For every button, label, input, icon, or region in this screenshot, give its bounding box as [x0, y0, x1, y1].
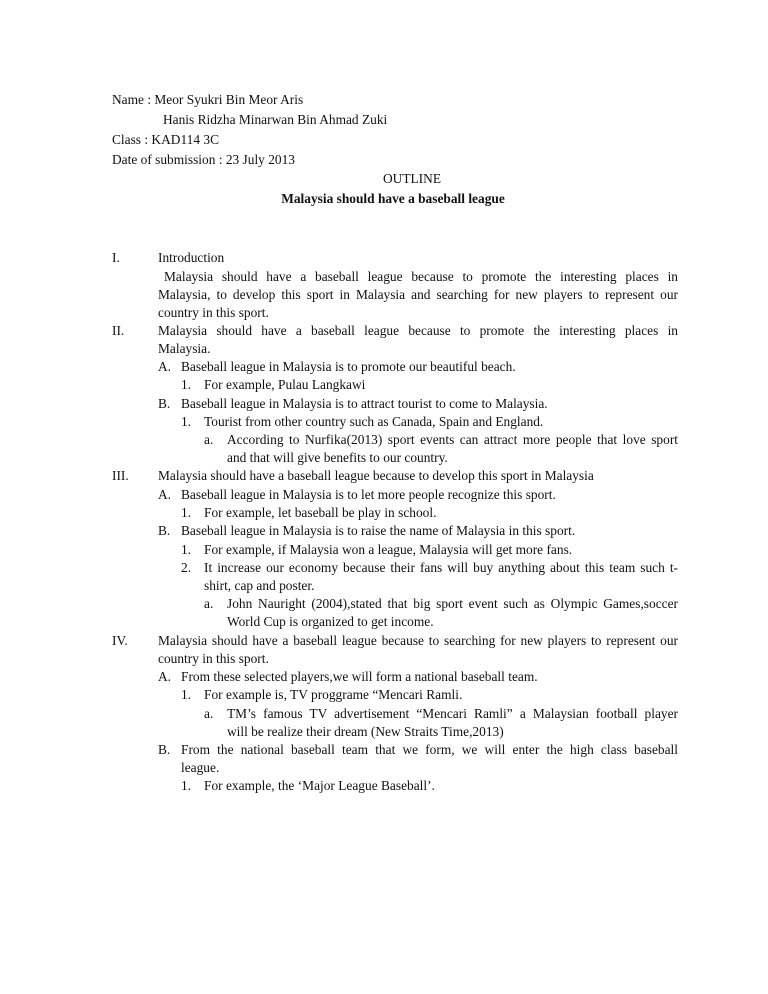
section-heading: Malaysia.	[158, 341, 211, 356]
subsub-text: TM’s famous TV advertisement “Mencari Ramli” a Malaysian football player	[227, 706, 678, 721]
sub-text: For example, let baseball be play in school.	[204, 505, 437, 520]
section-numeral: II.	[112, 323, 125, 338]
sub-number: 1.	[181, 505, 192, 520]
sub-text: Tourist from other country such as Canada, Spain and England.	[204, 414, 544, 429]
student-name-2: Hanis Ridzha Minarwan Bin Ahmad Zuki	[163, 112, 388, 127]
sub-number: 1.	[181, 778, 192, 793]
point-letter: B.	[158, 523, 171, 538]
subsub-text: World Cup is organized to get income.	[227, 614, 434, 629]
student-name-1: Name : Meor Syukri Bin Meor Aris	[112, 92, 304, 107]
point-text: league.	[181, 760, 220, 775]
point-text: Baseball league in Malaysia is to let more people recognize this sport.	[181, 487, 556, 502]
sub-text: For example, if Malaysia won a league, Malaysia will get more fans.	[204, 542, 573, 557]
outline-label: OUTLINE	[382, 171, 441, 186]
subsub-text: will be realize their dream (New Straits Time,2013)	[227, 724, 504, 739]
sub-text: It increase our economy because their fans will buy anything about this team such t-	[204, 560, 678, 575]
section-numeral: I.	[112, 250, 120, 265]
section-heading: Malaysia should have a baseball league because to develop this sport in Malaysia	[158, 468, 594, 483]
sub-number: 1.	[181, 687, 192, 702]
point-letter: A.	[158, 359, 172, 374]
subsub-text: According to Nurfika(2013) sport events can attract more people that love sport	[227, 432, 678, 447]
point-text: Baseball league in Malaysia is to promote our beautiful beach.	[181, 359, 516, 374]
section-heading: Introduction	[158, 250, 225, 265]
point-text: From the national baseball team that we form, we will enter the high class baseball	[181, 742, 678, 757]
point-letter: B.	[158, 396, 171, 411]
subsub-text: John Nauright (2004),stated that big sport event such as Olympic Games,soccer	[227, 596, 678, 611]
sub-text: shirt, cap and poster.	[204, 578, 315, 593]
subsub-letter: a.	[204, 596, 214, 611]
paragraph-line: Malaysia should have a baseball league because to promote the interesting places in	[164, 269, 678, 284]
point-letter: A.	[158, 487, 172, 502]
sub-number: 1.	[181, 542, 192, 557]
sub-number: 1.	[181, 377, 192, 392]
sub-number: 1.	[181, 414, 192, 429]
section-heading: country in this sport.	[158, 651, 269, 666]
sub-text: For example is, TV proggrame “Mencari Ramli.	[204, 687, 463, 702]
paragraph-line: country in this sport.	[158, 305, 269, 320]
point-text: Baseball league in Malaysia is to attract tourist to come to Malaysia.	[181, 396, 548, 411]
subsub-letter: a.	[204, 706, 214, 721]
point-text: From these selected players,we will form a national baseball team.	[181, 669, 538, 684]
section-heading: Malaysia should have a baseball league because to searching for new players to represent our	[158, 633, 678, 648]
point-letter: B.	[158, 742, 171, 757]
sub-text: For example, the ‘Major League Baseball’.	[204, 778, 435, 793]
subsub-text: and that will give benefits to our country.	[227, 450, 448, 465]
page-title: Malaysia should have a baseball league	[281, 191, 505, 206]
paragraph-line: Malaysia, to develop this sport in Malaysia and searching for new players to represent our	[158, 287, 678, 302]
point-text: Baseball league in Malaysia is to raise the name of Malaysia in this sport.	[181, 523, 576, 538]
sub-number: 2.	[181, 560, 192, 575]
sub-text: For example, Pulau Langkawi	[204, 377, 366, 392]
section-numeral: III.	[112, 468, 129, 483]
class-line: Class : KAD114 3C	[112, 132, 220, 147]
subsub-letter: a.	[204, 432, 214, 447]
submission-date: Date of submission : 23 July 2013	[112, 152, 296, 167]
section-numeral: IV.	[112, 633, 128, 648]
section-heading: Malaysia should have a baseball league because to promote the interesting places in	[158, 323, 678, 338]
point-letter: A.	[158, 669, 172, 684]
